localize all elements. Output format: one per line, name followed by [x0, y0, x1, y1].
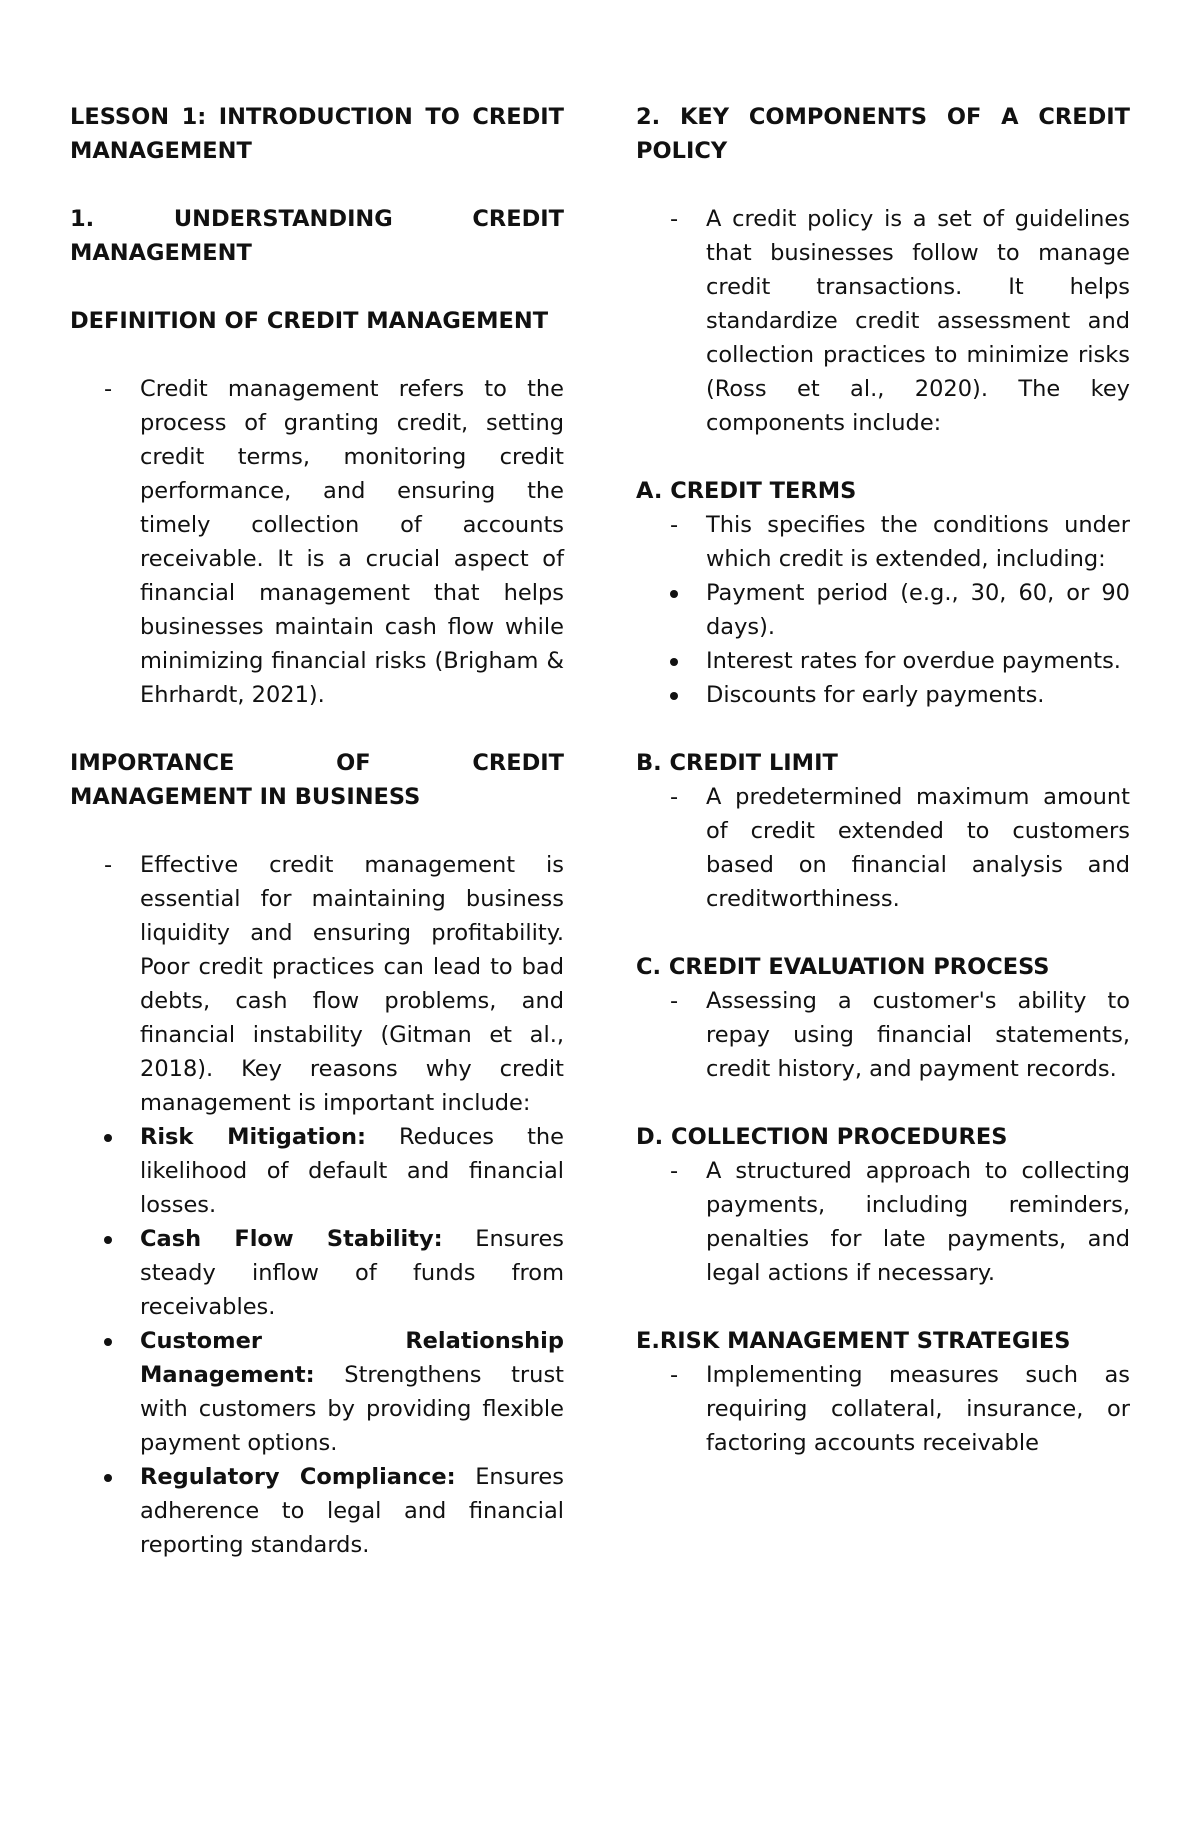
bullet-icon: [70, 1222, 140, 1324]
bullet-icon: [636, 678, 706, 712]
reason-term: Regulatory Compliance:: [140, 1464, 456, 1490]
bullet-icon: [636, 576, 706, 644]
reason-text: Strengthens trust with customers by providing flexible payment options.: [140, 1362, 564, 1456]
risk-management-text: Implementing measures such as requiring collateral, insurance, or factoring accounts receivable: [706, 1362, 1130, 1456]
collection-procedures-text: A structured approach to collecting payments, including reminders, penalties for late payments, and legal actions if necessary.: [706, 1158, 1130, 1286]
policy-intro-item: [636, 202, 1130, 440]
credit-terms-text: This specifies the conditions under which credit is extended, including:: [706, 512, 1130, 572]
collection-procedures-item: [636, 1154, 1130, 1290]
credit-evaluation-text: Assessing a customer's ability to repay using financial statements, credit history, and payment records.: [706, 988, 1130, 1082]
bullet-icon: [636, 644, 706, 678]
definition-text: Credit management refers to the process of granting credit, setting credit terms, monitoring credit performance, and ensuring the timely collection of accounts receivable. It is a crucial aspect of financial management that helps businesses maintain cash flow while minimizing financial risks (Brigham & Ehrhardt, 2021).: [140, 376, 564, 708]
dash-marker: -: [670, 784, 679, 810]
reason-term: Customer Relationship Management:: [140, 1328, 564, 1388]
credit-term-item: [636, 678, 1130, 712]
credit-term-item: [636, 576, 1130, 644]
credit-evaluation-item: [636, 984, 1130, 1086]
dash-marker: -: [670, 206, 679, 232]
reason-text: Ensures steady inflow of funds from receivables.: [140, 1226, 565, 1320]
policy-intro-text: A credit policy is a set of guidelines that businesses follow to manage credit transactions. It helps standardize credit assessment and collection practices to minimize risks (Ross et al., 2020). The key components include:: [706, 206, 1130, 436]
definition-heading: DEFINITION OF CREDIT MANAGEMENT: [70, 308, 549, 334]
left-column: [70, 100, 564, 1562]
collection-procedures-heading: D. COLLECTION PROCEDURES: [636, 1124, 1008, 1150]
reason-item: [70, 1120, 564, 1222]
right-column: [636, 100, 1130, 1460]
lesson-title: LESSON 1: INTRODUCTION TO CREDIT MANAGEMENT: [70, 104, 564, 164]
credit-terms-list: [636, 576, 1130, 712]
risk-management-item: [636, 1358, 1130, 1460]
reason-item: [70, 1460, 564, 1562]
credit-terms-heading: A. CREDIT TERMS: [636, 478, 857, 504]
credit-limit-heading: B. CREDIT LIMIT: [636, 750, 838, 776]
bullet-icon: [70, 1324, 140, 1460]
importance-item: [70, 848, 564, 1120]
reason-text: Reduces the likelihood of default and financial losses.: [140, 1124, 564, 1218]
credit-term-text: Payment period (e.g., 30, 60, or 90 days).: [706, 580, 1130, 640]
definition-item: [70, 372, 564, 712]
reason-term: Cash Flow Stability:: [140, 1226, 443, 1252]
credit-term-text: Discounts for early payments.: [706, 682, 1045, 708]
reason-term: Risk Mitigation:: [140, 1124, 366, 1150]
reason-text: Ensures adherence to legal and financial reporting standards.: [140, 1464, 564, 1558]
dash-marker: -: [104, 852, 113, 878]
dash-marker: -: [670, 1158, 679, 1184]
credit-limit-text: A predetermined maximum amount of credit extended to customers based on financial analysis and creditworthiness.: [706, 784, 1130, 912]
reasons-list: [70, 1120, 564, 1562]
bullet-icon: [70, 1120, 140, 1222]
dash-marker: -: [670, 512, 679, 538]
reason-item: [70, 1324, 564, 1460]
bullet-icon: [70, 1460, 140, 1562]
risk-management-heading: E.RISK MANAGEMENT STRATEGIES: [636, 1328, 1071, 1354]
dash-marker: -: [104, 376, 113, 402]
credit-term-text: Interest rates for overdue payments.: [706, 648, 1121, 674]
importance-text: Effective credit management is essential for maintaining business liquidity and ensuring profitability. Poor credit practices can lead to bad debts, cash flow problems, and financial instability (Gitman et al., 2018). Key reasons why credit management is important include:: [140, 852, 564, 1116]
dash-marker: -: [670, 988, 679, 1014]
credit-limit-item: [636, 780, 1130, 916]
credit-evaluation-heading: C. CREDIT EVALUATION PROCESS: [636, 954, 1050, 980]
section-2-title: 2. KEY COMPONENTS OF A CREDIT POLICY: [636, 104, 1130, 164]
credit-terms-item: [636, 508, 1130, 576]
section-1-title: 1. UNDERSTANDING CREDIT MANAGEMENT: [70, 206, 564, 266]
dash-marker: -: [670, 1362, 679, 1388]
importance-heading: IMPORTANCE OF CREDIT MANAGEMENT IN BUSINESS: [70, 750, 564, 810]
reason-item: [70, 1222, 564, 1324]
credit-term-item: [636, 644, 1130, 678]
